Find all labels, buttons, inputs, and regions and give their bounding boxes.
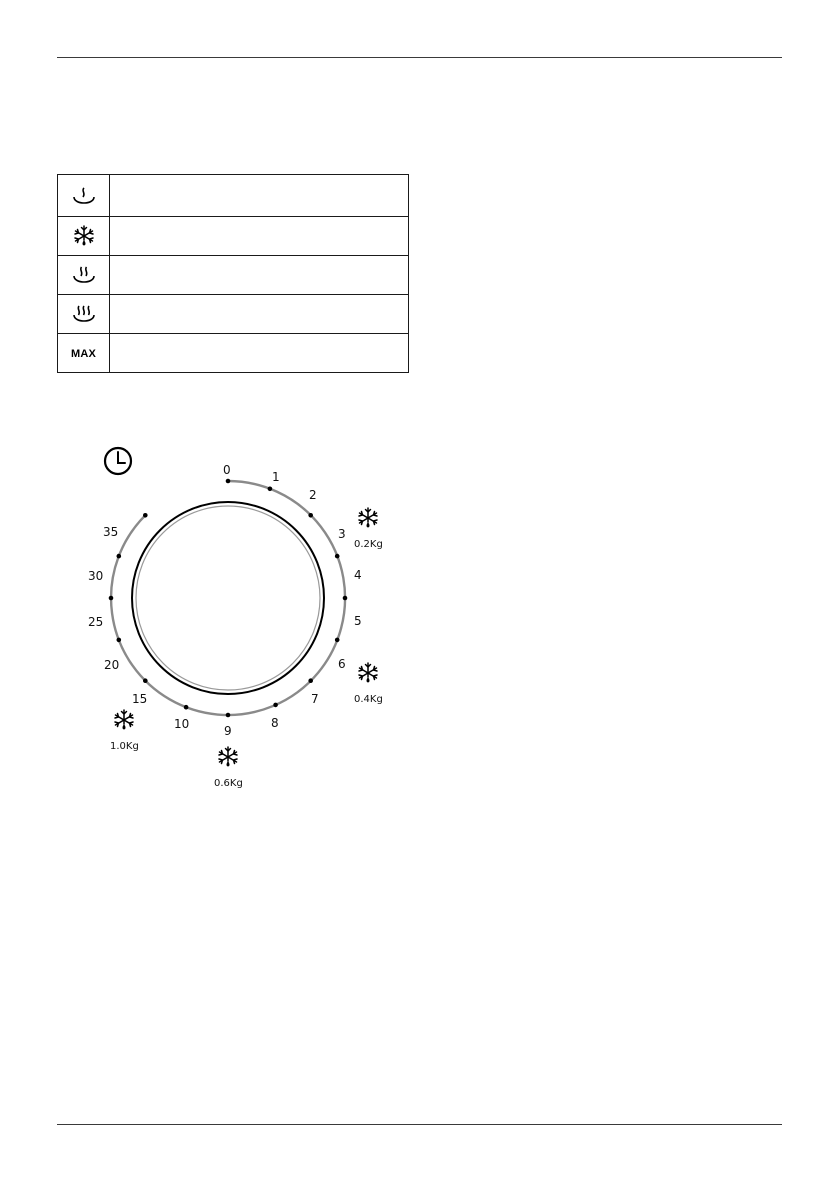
max-text-icon: MAX: [70, 348, 97, 360]
defrost-weight-label: 0.4Kg: [354, 694, 383, 705]
dial-tick-dot: [184, 705, 189, 710]
dial-mark-label: 30: [88, 569, 104, 583]
dial-mark-label: 6: [338, 657, 346, 671]
dial-mark-label: 9: [224, 724, 232, 738]
dial-mark-label: 8: [271, 716, 279, 730]
dial-tick-dot: [343, 596, 348, 601]
dial-mark-label: 35: [103, 525, 119, 539]
dial-tick-dot: [268, 487, 273, 492]
dial-tick-dot: [226, 479, 231, 484]
dial-mark-label: 20: [104, 658, 120, 672]
dial-tick-dot: [308, 678, 313, 683]
dial-tick-dot: [335, 638, 340, 643]
dial-knob-outer-ring: [132, 502, 324, 694]
defrost-weight-1-0: [115, 710, 133, 730]
dial-tick-dot: [117, 554, 122, 559]
footer-rule: [57, 1124, 782, 1125]
defrost-weight-label: 0.2Kg: [354, 539, 383, 550]
dial-tick-dot: [143, 678, 148, 683]
dial-mark-label: 25: [88, 615, 104, 629]
dial-tick-dot: [273, 703, 278, 708]
defrost-weight-label: 0.6Kg: [214, 778, 243, 789]
defrost-weight-0-2: [359, 508, 377, 528]
dial-knob-inner-ring: [136, 506, 320, 690]
defrost-weight-0-4: [359, 663, 377, 683]
defrost-snowflake-icon: [359, 508, 377, 528]
dial-tick-dot: [143, 513, 148, 518]
dial-mark-label: 7: [311, 692, 319, 706]
dial-tick-dot: [226, 713, 231, 718]
dial-mark-label: 10: [174, 717, 190, 731]
dial-mark-labels: [88, 463, 362, 738]
clock-icon: [105, 448, 131, 474]
dial-tick-dot: [109, 596, 114, 601]
dial-tick-dot: [335, 554, 340, 559]
dial-mark-label: 5: [354, 614, 362, 628]
dial-mark-label: 3: [338, 527, 346, 541]
dial-mark-label: 15: [132, 692, 148, 706]
dial-mark-label: 4: [354, 568, 362, 582]
defrost-weight-0-6: [219, 747, 237, 767]
defrost-snowflake-icon: [219, 747, 237, 767]
defrost-weight-label: 1.0Kg: [110, 741, 139, 752]
dial-tick-dot: [117, 638, 122, 643]
defrost-snowflake-icon: [359, 663, 377, 683]
defrost-snowflake-icon: [115, 710, 133, 730]
dial-tick-dot: [308, 513, 313, 518]
dial-mark-label: 1: [272, 470, 280, 484]
dial-mark-label: 0: [223, 463, 231, 477]
dial-mark-label: 2: [309, 488, 317, 502]
